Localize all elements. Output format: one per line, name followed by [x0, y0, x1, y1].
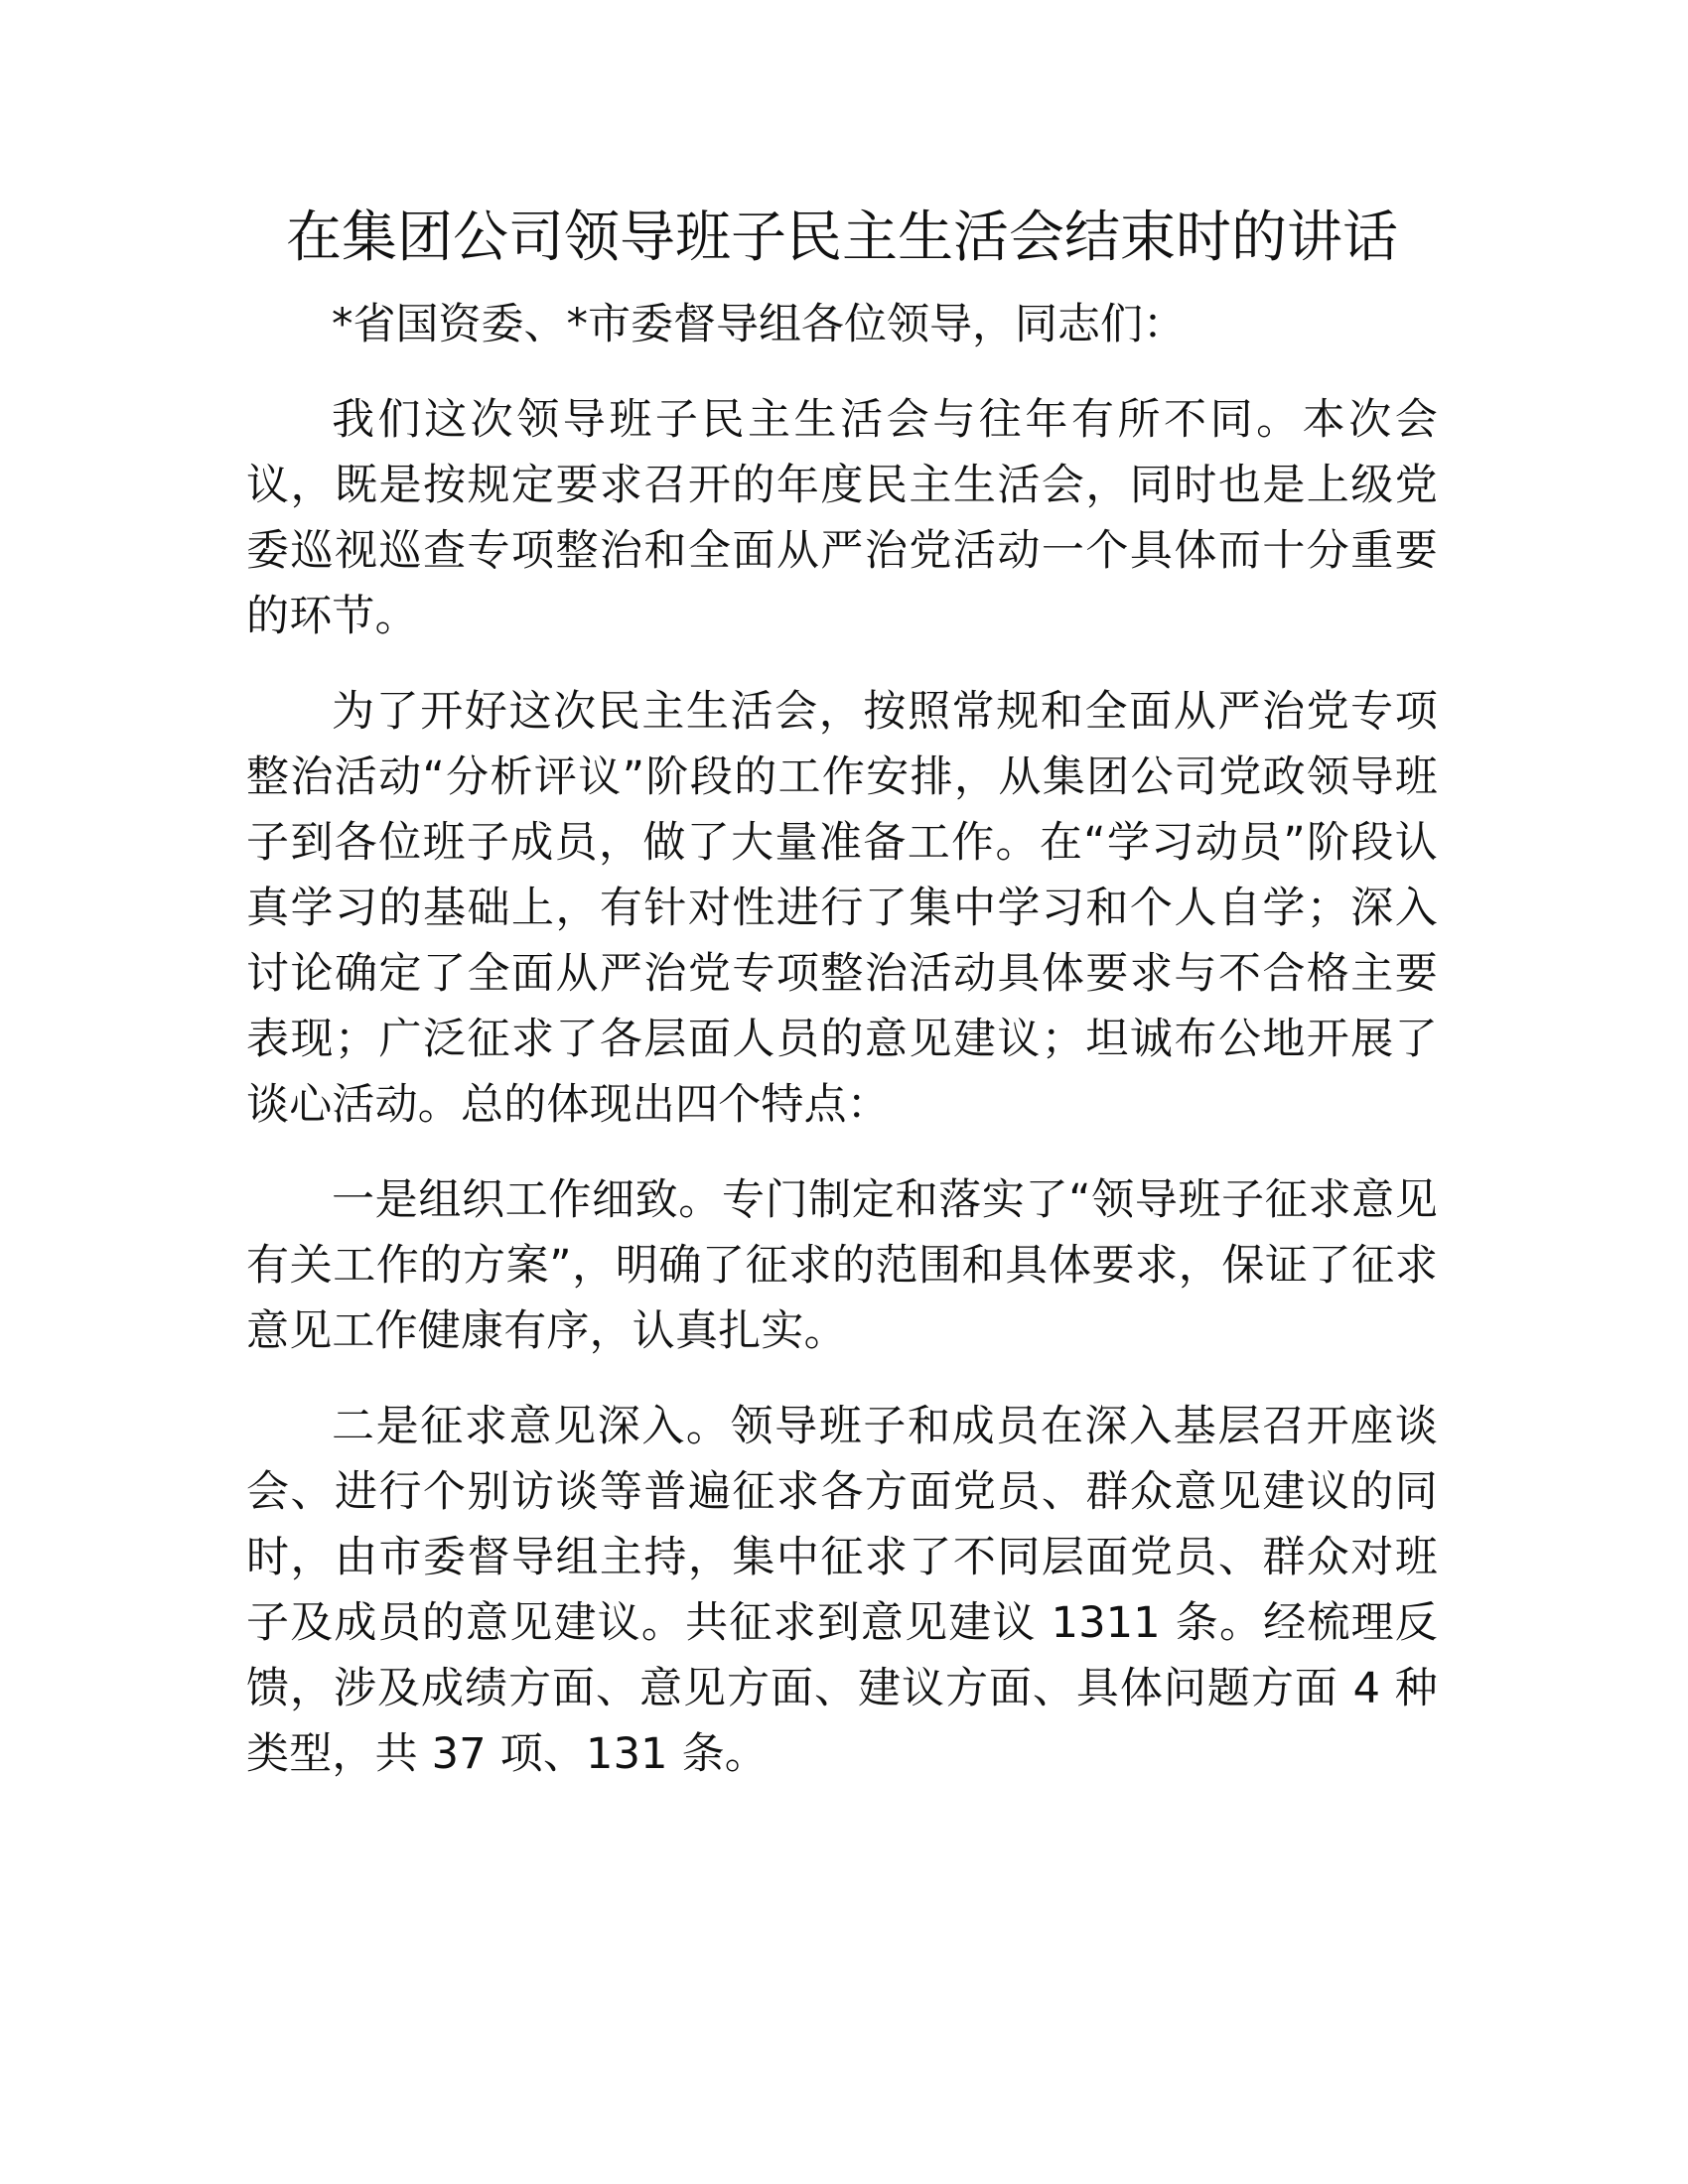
page-title: 在集团公司领导班子民主生活会结束时的讲话 [286, 205, 1398, 270]
paragraph-intro: 我们这次领导班子民主生活会与往年有所不同。本次会议，既是按规定要求召开的年度民主生活会，同时也是上级党委巡视巡查专项整治和全面从严治党活动一个具体而十分重要的环节。 [246, 395, 1438, 641]
salutation: *省国资委、*市委督导组各位领导，同志们： [332, 300, 1186, 349]
paragraph-preparation: 为了开好这次民主生活会，按照常规和全面从严治党专项整治活动“分析评议”阶段的工作安排，从集团公司党政领导班子到各位班子成员，做了大量准备工作。在“学习动员”阶段认真学习的基础上，有针对性进行了集中学习和个人自学；深入讨论确定了全面从严治党专项整治活动具体要求与不合格主要表现；广泛征求了各层面人员的意见建议；坦诚布公地开展了谈心活动。总的体现出四个特点： [246, 687, 1438, 1130]
paragraph-feature-two: 二是征求意见深入。领导班子和成员在深入基层召开座谈会、进行个别访谈等普遍征求各方面党员、群众意见建议的同时，由市委督导组主持，集中征求了不同层面党员、群众对班子及成员的意见建议。共征求到意见建议 1311 条。经梳理反馈，涉及成绩方面、意见方面、建议方面、具体问题方面 4 种类型，共 37 项、131 条。 [246, 1402, 1438, 1779]
paragraph-feature-one: 一是组织工作细致。专门制定和落实了“领导班子征求意见有关工作的方案”，明确了征求的范围和具体要求，保证了征求意见工作健康有序，认真扎实。 [246, 1175, 1438, 1356]
document-page [246, 199, 1438, 1817]
